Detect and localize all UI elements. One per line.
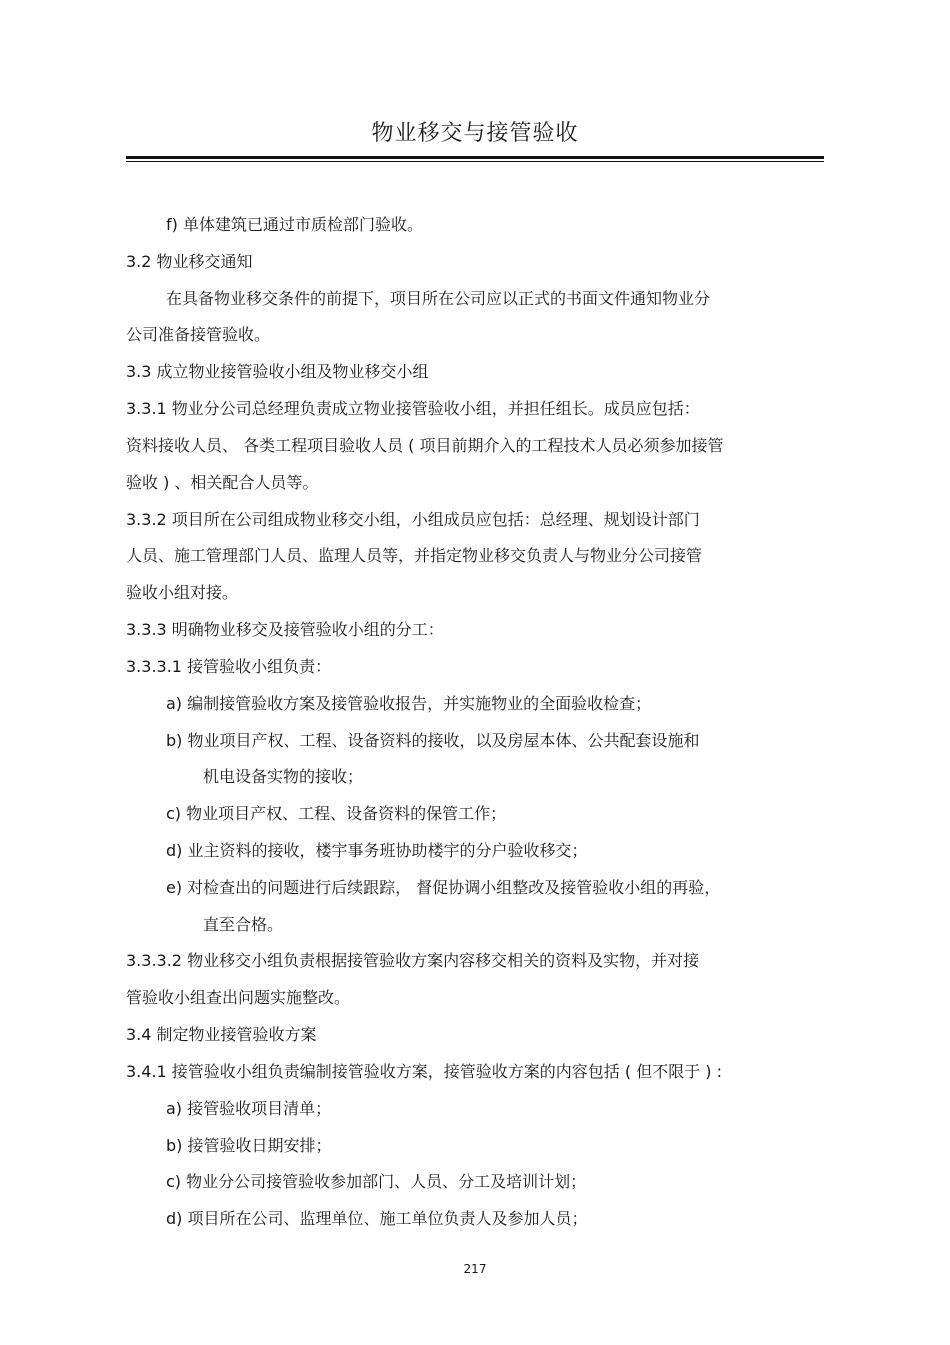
clause-3-4-1: 3.4.1 接管验收小组负责编制接管验收方案，接管验收方案的内容包括 ( 但不限于 ) : bbox=[126, 1062, 723, 1081]
paragraph-line: 资料接收人员、 各类工程项目验收人员 ( 项目前期介入的工程技术人员必须参加接管 bbox=[126, 436, 724, 455]
clause-3-3-3: 3.3.3 明确物业移交及接管验收小组的分工： bbox=[126, 620, 444, 639]
header-rule-thin bbox=[126, 161, 824, 162]
list-item-f: f) 单体建筑已通过市质检部门验收。 bbox=[166, 215, 423, 234]
page-number: 217 bbox=[463, 1262, 487, 1276]
paragraph-line: 管验收小组查出问题实施整改。 bbox=[126, 988, 351, 1007]
section-heading-3-2: 3.2 物业移交通知 bbox=[126, 252, 253, 271]
list-item-b: b) 接管验收日期安排； bbox=[166, 1136, 332, 1155]
paragraph-line: 公司准备接管验收。 bbox=[126, 325, 271, 344]
list-item-continuation: 直至合格。 bbox=[203, 915, 284, 934]
list-item-c: c) 物业项目产权、工程、设备资料的保管工作； bbox=[166, 804, 507, 823]
paragraph-line: 验收 ) 、相关配合人员等。 bbox=[126, 473, 319, 492]
clause-3-3-3-2: 3.3.3.2 物业移交小组负责根据接管验收方案内容移交相关的资料及实物，并对接 bbox=[126, 951, 700, 970]
paragraph-line: 验收小组对接。 bbox=[126, 583, 239, 602]
list-item-a: a) 接管验收项目清单； bbox=[166, 1099, 332, 1118]
paragraph-line: 在具备物业移交条件的前提下，项目所在公司应以正式的书面文件通知物业分 bbox=[166, 289, 711, 308]
list-item-d: d) 业主资料的接收，楼宇事务班协助楼宇的分户验收移交； bbox=[166, 841, 588, 860]
clause-3-3-1: 3.3.1 物业分公司总经理负责成立物业接管验收小组，并担任组长。成员应包括： bbox=[126, 399, 700, 418]
list-item-d: d) 项目所在公司、监理单位、施工单位负责人及参加人员； bbox=[166, 1209, 588, 1228]
section-heading-3-4: 3.4 制定物业接管验收方案 bbox=[126, 1025, 317, 1044]
list-item-continuation: 机电设备实物的接收； bbox=[203, 767, 364, 786]
paragraph-line: 人员、施工管理部门人员、监理人员等，并指定物业移交负责人与物业分公司接管 bbox=[126, 546, 703, 565]
page-title: 物业移交与接管验收 bbox=[371, 121, 579, 146]
clause-3-3-3-1: 3.3.3.1 接管验收小组负责： bbox=[126, 657, 332, 676]
list-item-c: c) 物业分公司接管验收参加部门、人员、分工及培训计划； bbox=[166, 1172, 587, 1191]
header-rule-thick bbox=[126, 156, 824, 159]
list-item-e: e) 对检查出的问题进行后续跟踪， 督促协调小组整改及接管验收小组的再验， bbox=[166, 878, 721, 897]
clause-3-3-2: 3.3.2 项目所在公司组成物业移交小组，小组成员应包括：总经理、规划设计部门 bbox=[126, 510, 700, 529]
list-item-b: b) 物业项目产权、工程、设备资料的接收，以及房屋本体、公共配套设施和 bbox=[166, 731, 700, 750]
section-heading-3-3: 3.3 成立物业接管验收小组及物业移交小组 bbox=[126, 362, 429, 381]
list-item-a: a) 编制接管验收方案及接管验收报告，并实施物业的全面验收检查； bbox=[166, 694, 652, 713]
